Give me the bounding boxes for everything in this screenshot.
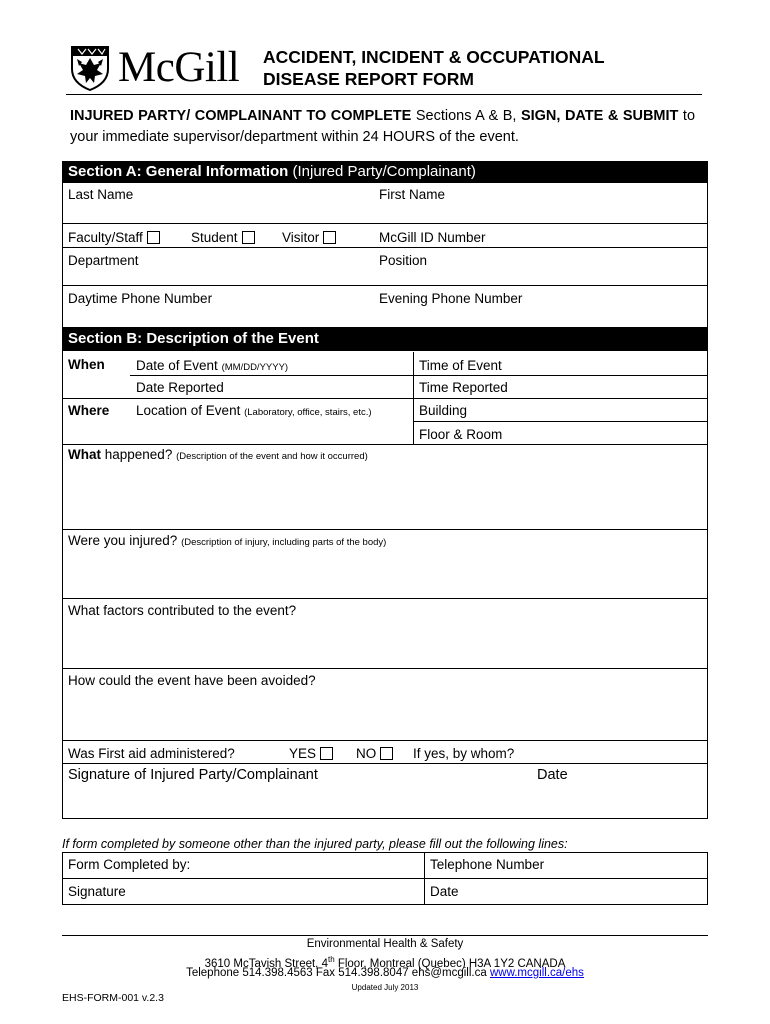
intro-bold-2: SIGN, DATE & SUBMIT	[520, 108, 679, 124]
divider	[62, 247, 708, 248]
department-label: Department	[68, 253, 139, 268]
divider	[62, 878, 708, 879]
factors-label: What factors contributed to the event?	[68, 603, 297, 618]
other-signature-label: Signature	[68, 884, 126, 899]
telephone-label: Telephone Number	[430, 857, 545, 872]
divider	[62, 529, 708, 530]
divider	[62, 763, 708, 764]
faculty-staff-label: Faculty/Staff	[68, 230, 143, 245]
form-title-line2: DISEASE REPORT FORM	[263, 69, 474, 89]
section-a-header	[62, 161, 708, 183]
divider	[413, 352, 414, 444]
divider	[424, 852, 425, 905]
injured-field	[68, 532, 386, 551]
time-of-event-label: Time of Event	[419, 358, 502, 373]
divider	[62, 598, 708, 599]
faculty-staff-checkbox[interactable]	[147, 231, 160, 244]
faculty-staff-option	[68, 229, 160, 246]
footer-website-link[interactable]: www.mcgill.ca/ehs	[489, 967, 584, 979]
footer-contact	[0, 966, 770, 981]
form-title-line1: ACCIDENT, INCIDENT & OCCUPATIONAL	[263, 47, 605, 67]
daytime-phone-label: Daytime Phone Number	[68, 291, 213, 306]
section-a-title: Section A: General Information	[68, 163, 289, 180]
footer-dept: Environmental Health & Safety	[306, 938, 464, 950]
mcgill-crest-icon	[70, 43, 110, 91]
signature-label: Signature of Injured Party/Complainant	[68, 767, 318, 783]
other-party-note: If form completed by someone other than the injured party, please fill out the following lines:	[62, 837, 568, 851]
when-label: When	[68, 357, 105, 372]
divider	[62, 668, 708, 669]
student-checkbox[interactable]	[242, 231, 255, 244]
divider	[413, 421, 708, 422]
form-id: EHS-FORM-001 v.2.3	[62, 992, 164, 1004]
first-aid-label: Was First aid administered?	[68, 746, 235, 761]
date-of-event-field	[136, 357, 288, 376]
section-a-subtitle: (Injured Party/Complainant)	[288, 163, 476, 180]
first-aid-yes-option	[289, 745, 333, 762]
where-label: Where	[68, 403, 110, 418]
other-date-label: Date	[430, 884, 459, 899]
divider	[62, 285, 708, 286]
intro-text-2: to your immediate supervisor/department within 24 HOURS of the event.	[70, 108, 696, 145]
intro-bold-1: INJURED PARTY/ COMPLAINANT TO COMPLETE	[70, 108, 412, 124]
form-completed-by-label: Form Completed by:	[68, 857, 191, 872]
mcgill-id-label: McGill ID Number	[379, 230, 486, 245]
divider	[62, 444, 708, 445]
location-field	[136, 402, 372, 421]
injured-hint: (Description of injury, including parts of the body)	[181, 537, 387, 548]
location-hint: (Laboratory, office, stairs, etc.)	[244, 407, 372, 418]
no-label: NO	[356, 746, 377, 761]
footer-address-b: Floor, Montreal (Quebec) H3A 1Y2 CANADA	[334, 957, 566, 970]
student-option	[191, 229, 255, 246]
divider	[130, 375, 708, 376]
what-label: What	[68, 447, 101, 462]
divider	[62, 223, 708, 224]
divider	[62, 398, 708, 399]
footer-address-sup: th	[327, 955, 335, 964]
intro-instructions	[70, 106, 695, 148]
date-of-event-label: Date of Event	[136, 358, 218, 373]
yes-label: YES	[289, 746, 317, 761]
position-label: Position	[379, 253, 428, 268]
what-happened-hint: (Description of the event and how it occurred)	[176, 451, 368, 462]
building-label: Building	[419, 403, 468, 418]
date-format-hint: (MM/DD/YYYY)	[221, 362, 289, 373]
visitor-option	[282, 229, 336, 246]
what-happened-field	[68, 446, 368, 465]
floor-room-label: Floor & Room	[419, 427, 503, 442]
avoided-label: How could the event have been avoided?	[68, 673, 316, 688]
injured-label: Were you injured?	[68, 533, 178, 548]
if-yes-label: If yes, by whom?	[413, 746, 515, 761]
date-reported-label: Date Reported	[136, 380, 224, 395]
date-label: Date	[537, 767, 568, 783]
footer-rule	[62, 935, 708, 936]
header-rule	[66, 94, 702, 95]
first-aid-no-option	[356, 745, 393, 762]
no-checkbox[interactable]	[380, 747, 393, 760]
footer-address-a: 3610 McTavish Street, 4	[204, 957, 328, 970]
visitor-checkbox[interactable]	[323, 231, 336, 244]
divider	[62, 740, 708, 741]
student-label: Student	[191, 230, 238, 245]
footer-updated: Updated July 2013	[351, 983, 419, 992]
evening-phone-label: Evening Phone Number	[379, 291, 523, 306]
location-label: Location of Event	[136, 403, 241, 418]
visitor-label: Visitor	[282, 230, 320, 245]
last-name-label: Last Name	[68, 187, 134, 202]
mcgill-logo-text: McGill	[118, 44, 240, 91]
section-b-header: Section B: Description of the Event	[62, 328, 708, 351]
yes-checkbox[interactable]	[320, 747, 333, 760]
time-reported-label: Time Reported	[419, 380, 508, 395]
what-happened-label: happened?	[101, 447, 173, 462]
footer-contact-text: Telephone 514.398.4563 Fax 514.398.8047 ehs@mcgill.ca	[186, 967, 490, 979]
intro-text-1: Sections A & B,	[411, 108, 521, 124]
form-title	[263, 46, 605, 90]
first-name-label: First Name	[379, 187, 446, 202]
